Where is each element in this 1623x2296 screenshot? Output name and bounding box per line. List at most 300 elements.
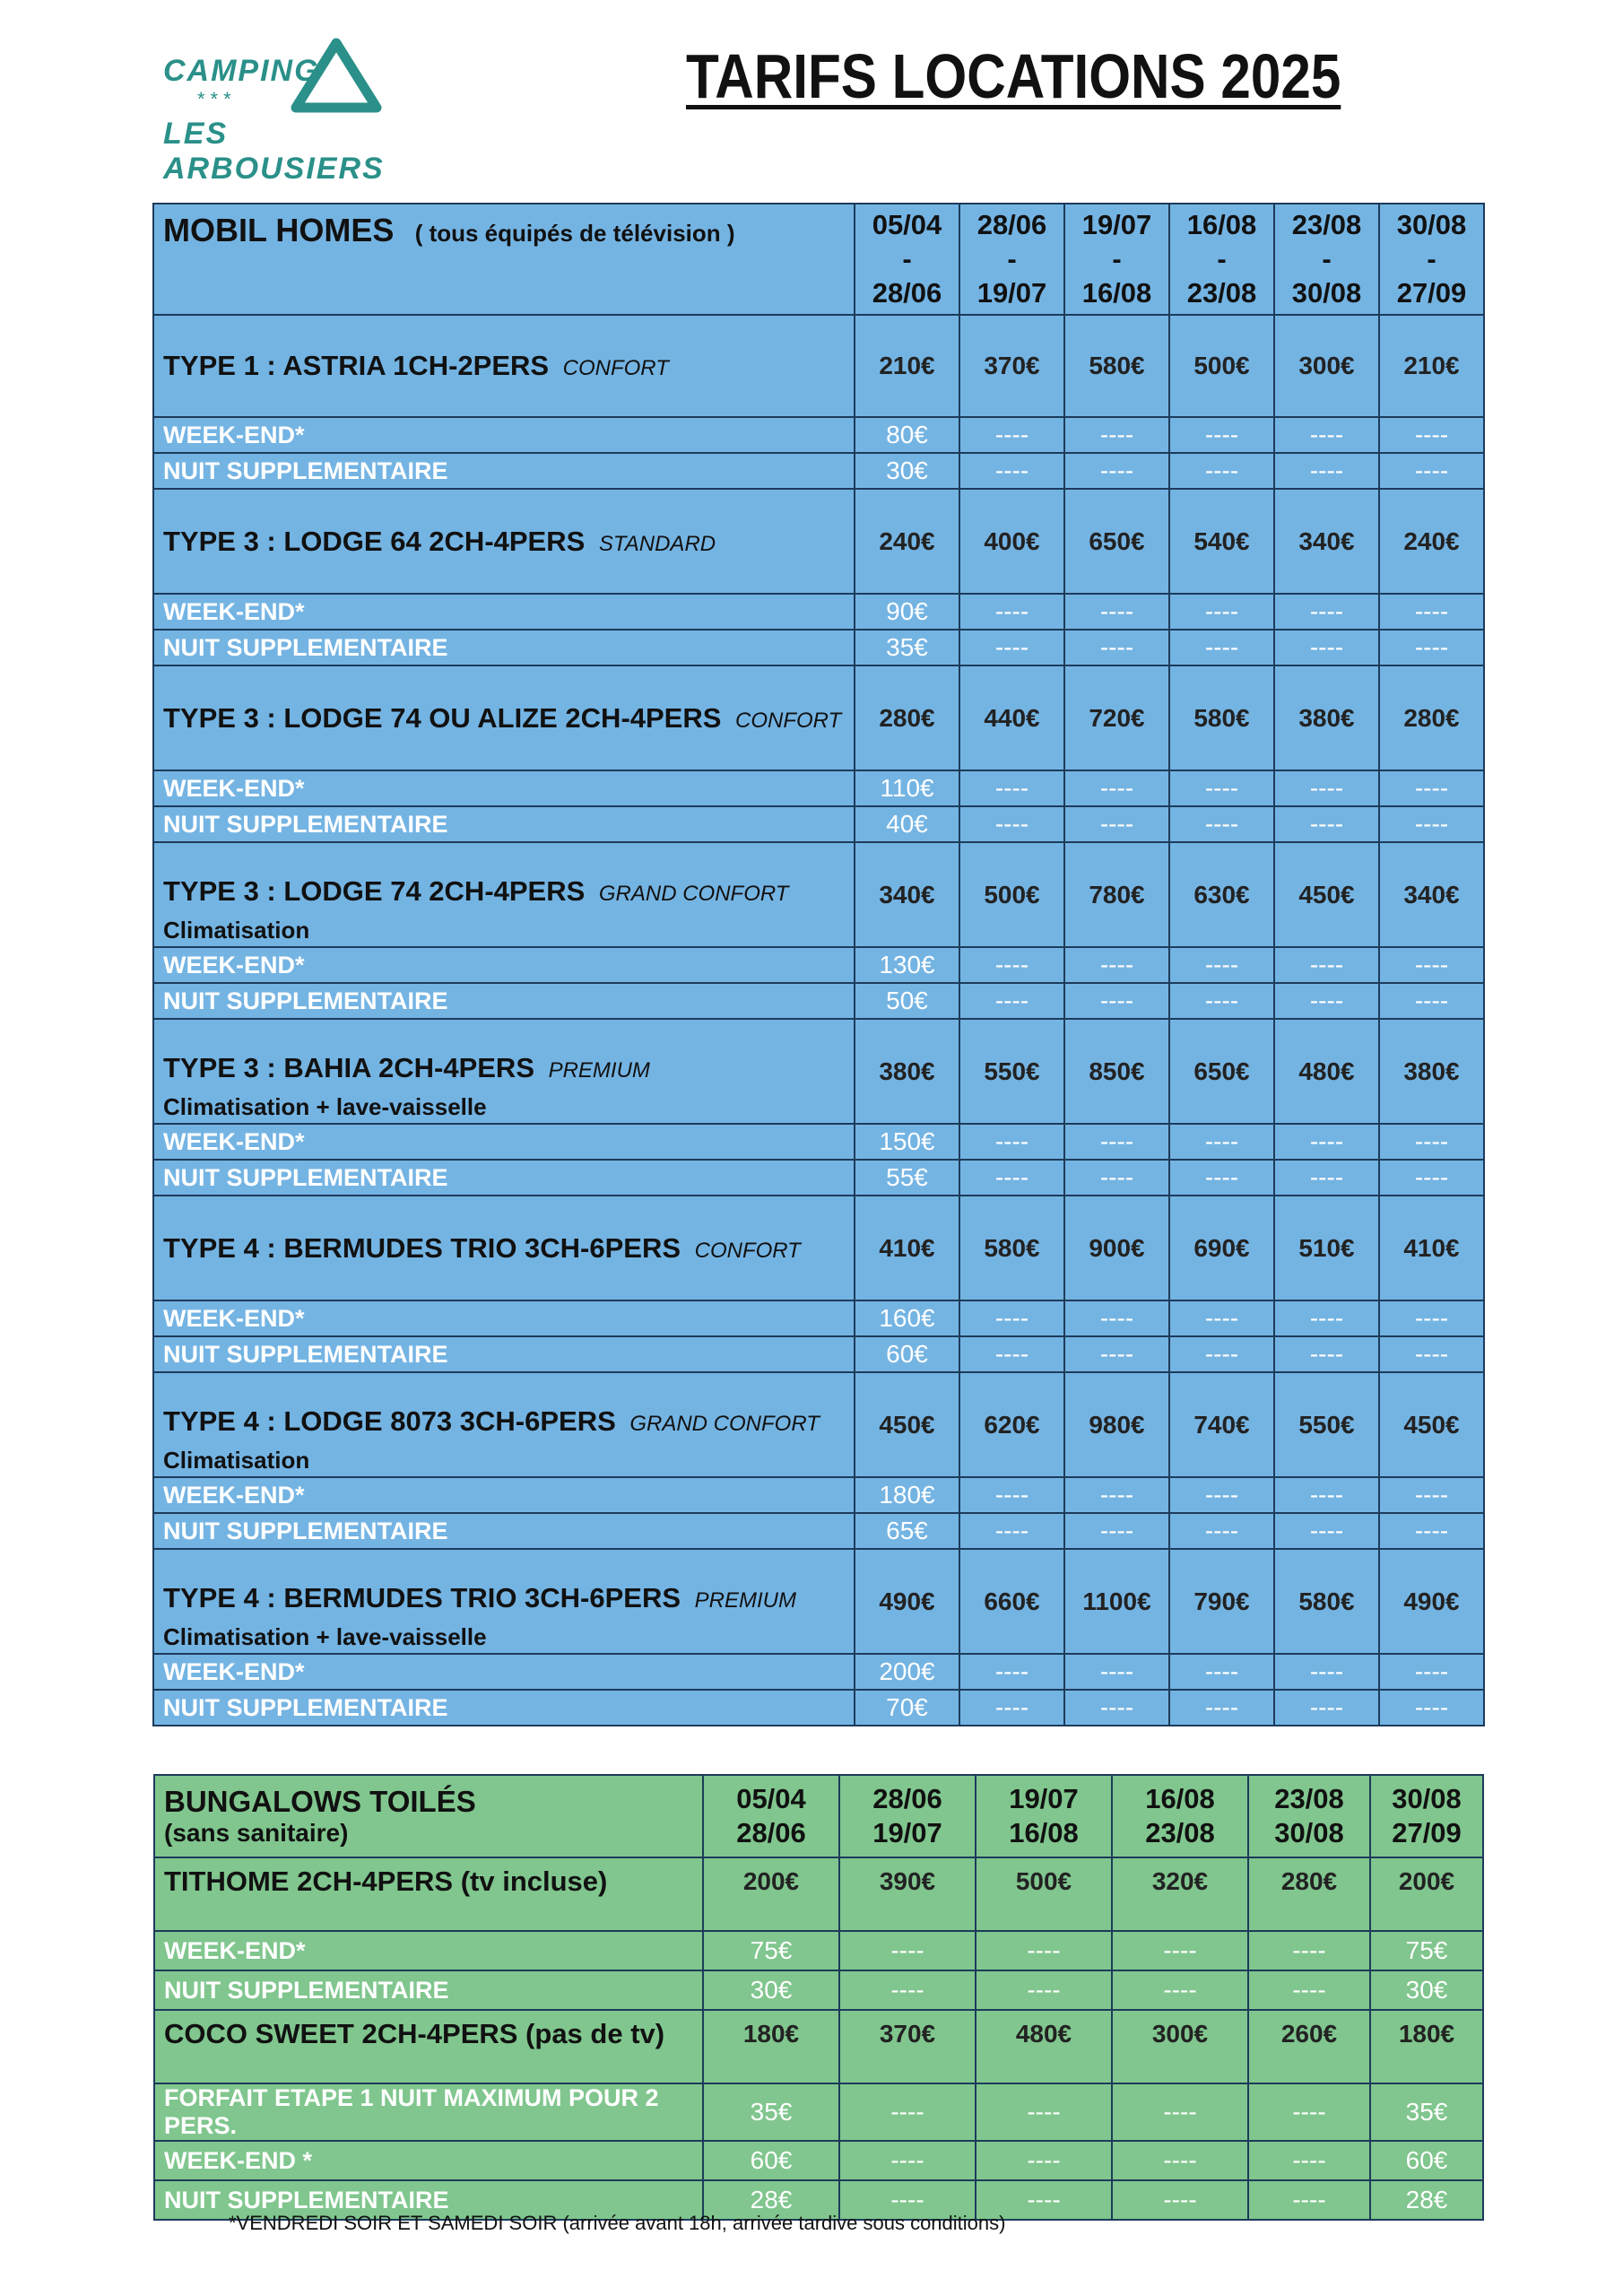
price-cell: 370€ [959,315,1064,417]
extra-night-price-cell: ---- [1169,453,1274,489]
mobil-type-row [153,842,1484,947]
extra-night-price-cell: 70€ [855,1690,959,1726]
price-cell: 580€ [959,1196,1064,1300]
extra-night-price-cell: ---- [1064,453,1169,489]
price-cell: 900€ [1064,1196,1169,1300]
week-end-price-cell: ---- [959,770,1064,806]
mobil-type-row [153,1549,1484,1654]
bungalow-row [154,1857,1483,1931]
week-end-price-cell: ---- [1274,1654,1379,1690]
period-end: 27/09 [1396,277,1467,309]
period-end: 19/07 [976,277,1047,309]
price-cell: 620€ [959,1372,1064,1477]
bungalow-price-cell: 280€ [1248,1857,1370,1931]
bungalows-period-header [976,1775,1112,1857]
bungalow-sub-row [154,2141,1483,2180]
mobil-period-header [1379,204,1484,315]
period-end: 16/08 [1009,1817,1079,1848]
bungalow-price-cell: 320€ [1112,1857,1248,1931]
extra-night-price-cell: 40€ [855,806,959,842]
bungalow-price-cell: 200€ [703,1857,839,1931]
bungalow-price-cell: 180€ [1370,2010,1483,2083]
period-start: 23/08 [1291,209,1362,240]
extra-night-row [153,630,1484,665]
extra-night-price-cell: ---- [1379,630,1484,665]
bungalow-label: TITHOME 2CH-4PERS (tv incluse) [154,1857,703,1931]
bungalow-price-cell: ---- [1112,2180,1248,2220]
bungalow-price-cell: 200€ [1370,1857,1483,1931]
bungalow-price-cell: ---- [976,2180,1112,2220]
bungalow-price-cell: 30€ [1370,1970,1483,2010]
week-end-price-cell: ---- [959,1300,1064,1336]
week-end-price-cell: ---- [1064,594,1169,630]
bungalow-price-cell: ---- [976,2141,1112,2180]
type-name-cell [153,1372,855,1477]
week-end-row [153,1124,1484,1160]
extra-night-price-cell: ---- [1064,1513,1169,1549]
mobil-period-header [1169,204,1274,315]
extra-night-row [153,453,1484,489]
extra-night-price-cell: ---- [1274,630,1379,665]
week-end-price-cell: ---- [1379,1124,1484,1160]
extra-night-price-cell: ---- [1274,453,1379,489]
bungalows-table [153,1774,1484,2221]
bungalow-price-cell: 60€ [1370,2141,1483,2180]
extra-night-price-cell: 65€ [855,1513,959,1549]
period-sep: - [902,243,912,274]
extra-night-price-cell: ---- [1379,806,1484,842]
type-class: CONFORT [562,356,669,380]
week-end-price-cell: ---- [1379,770,1484,806]
bungalow-price-cell: 370€ [839,2010,976,2083]
price-cell: 380€ [1274,665,1379,770]
price-cell: 650€ [1064,489,1169,594]
type-class: CONFORT [694,1238,801,1263]
extra-night-price-cell: 50€ [855,983,959,1019]
type-name-cell [153,842,855,947]
type-name-cell [153,315,855,417]
bungalow-price-cell: 390€ [839,1857,976,1931]
week-end-price-cell: ---- [1169,1300,1274,1336]
type-name: TYPE 1 : ASTRIA 1CH-2PERS [163,350,550,381]
bungalows-period-header [1370,1775,1483,1857]
week-end-label: WEEK-END* [153,417,855,453]
extra-night-row [153,983,1484,1019]
extra-night-price-cell: ---- [1274,1513,1379,1549]
price-cell: 780€ [1064,842,1169,947]
type-name: TYPE 3 : LODGE 74 OU ALIZE 2CH-4PERS [163,701,722,734]
mobil-type-row [153,665,1484,770]
type-name-cell [153,489,855,594]
week-end-price-cell: ---- [1064,770,1169,806]
period-end: 27/09 [1392,1817,1462,1848]
bungalows-heading-note: (sans sanitaire) [164,1819,349,1847]
bungalow-price-cell: ---- [1248,2141,1370,2180]
extra-night-price-cell: ---- [1379,1690,1484,1726]
extra-night-price-cell: ---- [1169,1160,1274,1196]
type-class: STANDARD [598,531,716,556]
bungalow-label: NUIT SUPPLEMENTAIRE [154,2180,703,2220]
type-class: GRAND CONFORT [598,882,789,906]
type-class: PREMIUM [694,1588,796,1613]
price-cell: 340€ [1274,489,1379,594]
week-end-row [153,594,1484,630]
week-end-price-cell: 80€ [855,417,959,453]
extra-night-price-cell: ---- [959,1336,1064,1372]
bungalow-price-cell: 180€ [703,2010,839,2083]
extra-night-price-cell: ---- [1169,630,1274,665]
bungalows-period-header [703,1775,839,1857]
bungalow-price-cell: 300€ [1112,2010,1248,2083]
price-cell: 490€ [1379,1549,1484,1654]
bungalow-label: WEEK-END* [154,1931,703,1970]
extra-night-price-cell: ---- [1274,983,1379,1019]
mobil-type-row [153,1019,1484,1124]
week-end-price-cell: ---- [1274,1477,1379,1513]
price-cell: 630€ [1169,842,1274,947]
mobil-period-header [855,204,959,315]
logo-text-name: LES ARBOUSIERS [163,117,385,186]
type-name: TYPE 4 : LODGE 8073 3CH-6PERS [163,1405,616,1437]
bungalows-period-header [1112,1775,1248,1857]
bungalow-price-cell: 35€ [703,2083,839,2141]
week-end-price-cell: ---- [1169,594,1274,630]
price-cell: 490€ [855,1549,959,1654]
period-start: 19/07 [1009,1783,1079,1814]
extra-night-price-cell: ---- [959,806,1064,842]
bungalow-price-cell: ---- [1112,1931,1248,1970]
extra-night-label: NUIT SUPPLEMENTAIRE [153,630,855,665]
price-cell: 380€ [1379,1019,1484,1124]
period-end: 23/08 [1186,277,1257,309]
week-end-price-cell: ---- [1169,417,1274,453]
price-cell: 210€ [1379,315,1484,417]
bungalow-price-cell: ---- [839,2180,976,2220]
extra-night-price-cell: ---- [1169,1690,1274,1726]
extra-night-price-cell: ---- [1064,1160,1169,1196]
bungalow-price-cell: ---- [976,1970,1112,2010]
type-name-cell [153,1196,855,1300]
bungalow-price-cell: ---- [1248,1931,1370,1970]
extra-night-label: NUIT SUPPLEMENTAIRE [153,1160,855,1196]
week-end-row [153,1300,1484,1336]
week-end-row [153,770,1484,806]
mobil-heading: MOBIL HOMES [163,212,395,248]
price-cell: 340€ [1379,842,1484,947]
bungalow-price-cell: 28€ [1370,2180,1483,2220]
extra-night-price-cell: ---- [1379,453,1484,489]
price-cell: 480€ [1274,1019,1379,1124]
week-end-price-cell: ---- [1274,594,1379,630]
type-name: TYPE 3 : BAHIA 2CH-4PERS [163,1052,534,1083]
mobil-heading-note: ( tous équipés de télévision ) [414,220,735,247]
type-class: CONFORT [734,708,842,733]
period-end: 23/08 [1145,1817,1215,1848]
price-cell: 240€ [855,489,959,594]
bungalow-price-cell: ---- [1112,2083,1248,2141]
price-cell: 720€ [1064,665,1169,770]
extra-night-row [153,1513,1484,1549]
extra-night-price-cell: ---- [959,1513,1064,1549]
week-end-label: WEEK-END* [153,1300,855,1336]
period-end: 19/07 [872,1817,942,1848]
week-end-price-cell: ---- [1064,1654,1169,1690]
bungalow-price-cell: 35€ [1370,2083,1483,2141]
price-cell: 280€ [855,665,959,770]
week-end-price-cell: ---- [959,947,1064,983]
week-end-price-cell: ---- [1169,947,1274,983]
type-name: TYPE 4 : BERMUDES TRIO 3CH-6PERS [163,1231,681,1264]
price-cell: 540€ [1169,489,1274,594]
type-class: GRAND CONFORT [629,1412,820,1436]
bungalows-heading-cell [154,1775,703,1857]
week-end-price-cell: ---- [1274,947,1379,983]
type-name: TYPE 3 : LODGE 64 2CH-4PERS [163,525,586,557]
camping-logo [152,27,439,186]
bungalow-label: COCO SWEET 2CH-4PERS (pas de tv) [154,2010,703,2083]
period-end: 16/08 [1081,277,1152,309]
week-end-price-cell: ---- [1064,1477,1169,1513]
mobil-period-header [959,204,1064,315]
mobil-type-row [153,489,1484,594]
week-end-label: WEEK-END* [153,770,855,806]
period-end: 28/06 [736,1817,806,1848]
price-cell: 440€ [959,665,1064,770]
price-cell: 790€ [1169,1549,1274,1654]
bungalow-price-cell: ---- [1248,2180,1370,2220]
bungalow-price-cell: 75€ [1370,1931,1483,1970]
extra-night-row [153,806,1484,842]
price-cell: 550€ [959,1019,1064,1124]
period-sep: - [1217,243,1227,274]
extra-night-price-cell: 30€ [855,453,959,489]
week-end-price-cell: ---- [1274,1300,1379,1336]
extra-night-row [153,1160,1484,1196]
period-sep: - [1112,243,1122,274]
logo-text-camping: CAMPING [163,54,320,88]
week-end-price-cell: ---- [1379,1654,1484,1690]
bungalow-price-cell: 75€ [703,1931,839,1970]
week-end-row [153,1477,1484,1513]
bungalows-period-header [839,1775,976,1857]
period-start: 28/06 [976,209,1047,240]
price-cell: 660€ [959,1549,1064,1654]
period-start: 30/08 [1396,209,1467,240]
week-end-price-cell: 200€ [855,1654,959,1690]
extra-night-price-cell: 60€ [855,1336,959,1372]
extra-night-label: NUIT SUPPLEMENTAIRE [153,1336,855,1372]
price-cell: 410€ [855,1196,959,1300]
bungalow-price-cell: ---- [1112,2141,1248,2180]
period-start: 19/07 [1081,209,1152,240]
week-end-price-cell: ---- [1169,1654,1274,1690]
week-end-price-cell: ---- [1064,417,1169,453]
week-end-price-cell: ---- [1379,594,1484,630]
extra-night-price-cell: ---- [1169,806,1274,842]
period-start: 28/06 [872,1783,942,1814]
extra-night-price-cell: ---- [1169,1336,1274,1372]
week-end-row [153,947,1484,983]
price-cell: 280€ [1379,665,1484,770]
price-cell: 450€ [1274,842,1379,947]
type-name-cell [153,1549,855,1654]
price-cell: 690€ [1169,1196,1274,1300]
extra-night-label: NUIT SUPPLEMENTAIRE [153,1690,855,1726]
price-cell: 450€ [1379,1372,1484,1477]
bungalow-price-cell: 500€ [976,1857,1112,1931]
week-end-price-cell: ---- [1379,947,1484,983]
week-end-label: WEEK-END* [153,1477,855,1513]
extra-night-price-cell: ---- [959,453,1064,489]
price-cell: 740€ [1169,1372,1274,1477]
period-end: 30/08 [1291,277,1362,309]
price-cell: 500€ [959,842,1064,947]
bungalow-price-cell: ---- [976,1931,1112,1970]
extra-night-price-cell: 55€ [855,1160,959,1196]
week-end-price-cell: ---- [1064,947,1169,983]
week-end-price-cell: 160€ [855,1300,959,1336]
bungalows-heading: BUNGALOWS TOILÉS [164,1785,476,1818]
bungalow-sub-row [154,1970,1483,2010]
week-end-price-cell: ---- [959,1477,1064,1513]
type-note: Climatisation [163,917,310,944]
week-end-price-cell: ---- [1169,770,1274,806]
week-end-price-cell: ---- [1274,1124,1379,1160]
bungalows-header-row [154,1775,1483,1857]
extra-night-price-cell: 35€ [855,630,959,665]
type-name: TYPE 3 : LODGE 74 2CH-4PERS [163,875,586,907]
extra-night-price-cell: ---- [1169,1513,1274,1549]
price-cell: 980€ [1064,1372,1169,1477]
bungalow-price-cell: ---- [1248,1970,1370,2010]
week-end-row [153,1654,1484,1690]
period-sep: - [1427,243,1436,274]
extra-night-label: NUIT SUPPLEMENTAIRE [153,1513,855,1549]
week-end-price-cell: ---- [1169,1124,1274,1160]
extra-night-price-cell: ---- [1064,1690,1169,1726]
mobil-period-header [1274,204,1379,315]
mobil-type-row [153,1372,1484,1477]
extra-night-row [153,1690,1484,1726]
price-cell: 410€ [1379,1196,1484,1300]
mobil-header-row [153,204,1484,315]
week-end-price-cell: 150€ [855,1124,959,1160]
price-cell: 580€ [1064,315,1169,417]
week-end-price-cell: ---- [1169,1477,1274,1513]
week-end-price-cell: ---- [1274,770,1379,806]
week-end-price-cell: 130€ [855,947,959,983]
bungalow-label: NUIT SUPPLEMENTAIRE [154,1970,703,2010]
mobil-period-header [1064,204,1169,315]
period-start: 05/04 [736,1783,806,1814]
extra-night-price-cell: ---- [1169,983,1274,1019]
type-name: TYPE 4 : BERMUDES TRIO 3CH-6PERS [163,1582,681,1613]
bungalow-label: FORFAIT ETAPE 1 NUIT MAXIMUM POUR 2 PERS. [154,2083,703,2141]
extra-night-price-cell: ---- [1274,1336,1379,1372]
week-end-label: WEEK-END* [153,947,855,983]
week-end-price-cell: ---- [1064,1300,1169,1336]
bungalow-price-cell: ---- [976,2083,1112,2141]
week-end-price-cell: ---- [1274,417,1379,453]
type-note: Climatisation [163,1447,310,1474]
bungalow-price-cell: ---- [839,2141,976,2180]
week-end-price-cell: 180€ [855,1477,959,1513]
period-end: 30/08 [1274,1817,1344,1848]
extra-night-price-cell: ---- [1274,806,1379,842]
bungalow-price-cell: ---- [839,1970,976,2010]
price-cell: 580€ [1274,1549,1379,1654]
price-cell: 340€ [855,842,959,947]
extra-night-price-cell: ---- [1064,1336,1169,1372]
footnote: *VENDREDI SOIR ET SAMEDI SOIR (arrivée avant 18h, arrivée tardive sous conditions) [229,2212,1006,2234]
mobil-heading-cell [153,204,855,315]
bungalow-row [154,2010,1483,2083]
type-class: PREMIUM [548,1058,650,1083]
week-end-price-cell: ---- [959,1654,1064,1690]
price-cell: 300€ [1274,315,1379,417]
bungalow-price-cell: 28€ [703,2180,839,2220]
extra-night-price-cell: ---- [959,1690,1064,1726]
extra-night-price-cell: ---- [1379,1513,1484,1549]
type-name-cell [153,1019,855,1124]
bungalow-price-cell: ---- [1112,1970,1248,2010]
page-title: TARIFS LOCATIONS 2025 [686,41,1341,111]
week-end-price-cell: ---- [1379,417,1484,453]
price-cell: 510€ [1274,1196,1379,1300]
week-end-price-cell: ---- [959,1124,1064,1160]
bungalow-price-cell: 30€ [703,1970,839,2010]
price-cell: 210€ [855,315,959,417]
week-end-row [153,417,1484,453]
price-cell: 550€ [1274,1372,1379,1477]
period-start: 30/08 [1392,1783,1462,1814]
week-end-price-cell: 90€ [855,594,959,630]
extra-night-price-cell: ---- [1274,1690,1379,1726]
week-end-label: WEEK-END* [153,1654,855,1690]
week-end-price-cell: ---- [1379,1477,1484,1513]
bungalow-price-cell: 260€ [1248,2010,1370,2083]
week-end-label: WEEK-END* [153,1124,855,1160]
price-cell: 850€ [1064,1019,1169,1124]
week-end-price-cell: ---- [959,594,1064,630]
mobil-type-row [153,1196,1484,1300]
price-cell: 1100€ [1064,1549,1169,1654]
extra-night-price-cell: ---- [1064,806,1169,842]
period-start: 16/08 [1186,209,1257,240]
extra-night-price-cell: ---- [1064,983,1169,1019]
period-start: 23/08 [1274,1783,1344,1814]
bungalows-period-header [1248,1775,1370,1857]
extra-night-price-cell: ---- [959,1160,1064,1196]
type-name-cell [153,665,855,770]
week-end-price-cell: ---- [1064,1124,1169,1160]
bungalow-price-cell: 480€ [976,2010,1112,2083]
extra-night-price-cell: ---- [959,983,1064,1019]
extra-night-price-cell: ---- [1379,983,1484,1019]
extra-night-label: NUIT SUPPLEMENTAIRE [153,983,855,1019]
week-end-price-cell: ---- [959,417,1064,453]
price-cell: 400€ [959,489,1064,594]
extra-night-price-cell: ---- [1379,1336,1484,1372]
period-start: 16/08 [1145,1783,1215,1814]
extra-night-label: NUIT SUPPLEMENTAIRE [153,806,855,842]
price-cell: 380€ [855,1019,959,1124]
bungalow-price-cell: ---- [839,2083,976,2141]
logo-stars: *** [197,88,237,110]
price-cell: 650€ [1169,1019,1274,1124]
extra-night-price-cell: ---- [1064,630,1169,665]
mobil-homes-table [152,203,1485,1726]
